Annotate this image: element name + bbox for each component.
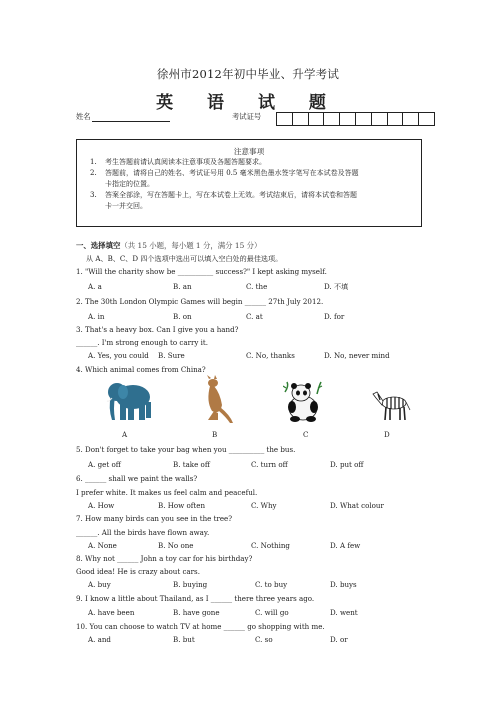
option-b[interactable]: B. No one [158,541,194,550]
question-text: 10. You can choose to watch TV at home ______ go shopping with me. [76,622,325,631]
section-heading-rest: （共 15 小题，每小题 1 分，满分 15 分） [120,241,262,250]
question-text: 6. ______ shall we paint the walls? [76,474,198,483]
option-c[interactable]: C. so [255,635,273,644]
id-digit-box[interactable] [388,113,404,125]
option-b[interactable]: B. How often [158,501,206,510]
option-a[interactable]: A. Yes, you could [88,351,149,360]
notice-item-number: 3. [90,191,97,199]
option-c[interactable]: C. at [246,312,263,321]
kangaroo-image [200,375,234,425]
option-b[interactable]: B. buying [173,580,208,589]
id-digit-box[interactable] [340,113,356,125]
question-text: ______. All the birds have flown away. [76,528,210,537]
option-c[interactable]: C. No, thanks [246,351,295,360]
animal-option-d[interactable]: D [384,430,390,439]
option-a[interactable]: A. have been [88,608,135,617]
option-b[interactable]: B. take off [173,460,210,469]
id-number-boxes[interactable] [276,112,435,126]
name-label: 姓名 [76,112,91,121]
id-label: 考试证号 [232,112,262,121]
animal-option-c[interactable]: C [303,430,309,439]
id-digit-box[interactable] [419,113,434,125]
option-d[interactable]: D. went [330,608,358,617]
option-b[interactable]: B. an [173,282,192,291]
option-d[interactable]: D. for [324,312,345,321]
option-a[interactable]: A. a [88,282,102,291]
panda-image [283,380,323,424]
question-text: 9. I know a little about Thailand, as I ______ there three years ago. [76,594,315,603]
elephant-image [106,378,156,424]
option-b[interactable]: B. Sure [158,351,185,360]
notice-title: 注意事项 [233,147,265,156]
question-text: 1. "Will the charity show be __________ success?" I kept asking myself. [76,267,327,276]
subject-title: 英 语 试 题 [156,93,340,113]
question-text: I prefer white. It makes us feel calm and peaceful. [76,488,258,497]
option-c[interactable]: C. the [246,282,268,291]
id-digit-box[interactable] [356,113,372,125]
section-heading-bold: 一、选择填空 [76,241,121,250]
question-text: 4. Which animal comes from China? [76,365,206,374]
notice-item-text: 卡指定的位置。 [105,180,154,188]
option-c[interactable]: C. turn off [251,460,288,469]
option-b[interactable]: B. have gone [173,608,220,617]
id-digit-box[interactable] [324,113,340,125]
question-text: 2. The 30th London Olympic Games will begin ______ 27th July 2012. [76,297,324,306]
option-c[interactable]: C. Why [251,501,277,510]
id-digit-box[interactable] [403,113,419,125]
option-d[interactable]: D. No, never mind [324,351,390,360]
option-a[interactable]: A. How [88,501,115,510]
option-a[interactable]: A. None [88,541,117,550]
id-digit-box[interactable] [277,113,293,125]
option-c[interactable]: C. to buy [255,580,288,589]
option-b[interactable]: B. but [173,635,195,644]
option-d[interactable]: D. A few [330,541,361,550]
option-a[interactable]: A. get off [88,460,121,469]
notice-box [76,139,422,227]
question-text: ______. I'm strong enough to carry it. [76,338,209,347]
notice-item-text: 考生答题前请认真阅读本注意事项及各题答题要求。 [105,158,266,166]
section-heading [76,241,261,250]
option-d[interactable]: D. 不填 [324,282,349,291]
notice-item-number: 1. [90,158,97,166]
option-d[interactable]: D. or [330,635,348,644]
option-d[interactable]: D. put off [330,460,364,469]
section-instruction: 从 A、B、C、D 四个选项中选出可以填入空白处的最佳选项。 [86,254,283,263]
exam-title: 徐州市2012年初中毕业、升学考试 [156,67,340,81]
option-b[interactable]: B. on [173,312,192,321]
name-field[interactable] [92,113,170,122]
question-text: 8. Why not ______ John a toy car for his birthday? [76,554,253,563]
question-text: 3. That's a heavy box. Can I give you a hand? [76,325,239,334]
id-digit-box[interactable] [372,113,388,125]
id-digit-box[interactable] [293,113,309,125]
zebra-image [372,388,412,422]
option-d[interactable]: D. What colour [330,501,384,510]
question-text: 7. How many birds can you see in the tree? [76,514,233,523]
option-c[interactable]: C. will go [255,608,289,617]
notice-item-number: 2. [90,169,97,177]
option-a[interactable]: A. in [88,312,105,321]
notice-item-text: 卡一并交回。 [105,202,147,210]
question-text: Good idea! He is crazy about cars. [76,567,200,576]
option-d[interactable]: D. buys [330,580,357,589]
animal-option-b[interactable]: B [212,430,218,439]
animal-option-a[interactable]: A [122,430,128,439]
id-digit-box[interactable] [309,113,325,125]
option-a[interactable]: A. and [88,635,111,644]
notice-item-text: 答题前，请将自己的姓名、考试证号用 0.5 毫米黑色墨水签字笔写在本试卷及答题 [105,169,359,177]
option-a[interactable]: A. buy [88,580,111,589]
option-c[interactable]: C. Nothing [251,541,290,550]
notice-item-text: 答案全部涂，写在答题卡上，写在本试卷上无效。考试结束后，请将本试卷和答题 [105,191,357,199]
question-text: 5. Don't forget to take your bag when you __________ the bus. [76,445,296,454]
